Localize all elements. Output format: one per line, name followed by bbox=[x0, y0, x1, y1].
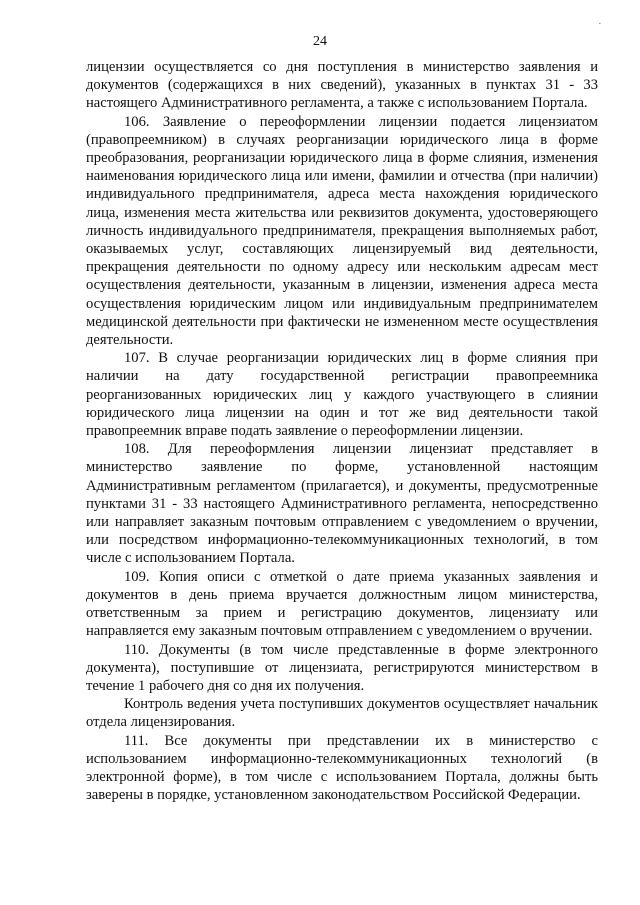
paragraph-108: 108. Для переоформления лицензии лицензиат представляет в министерство заявление по форме, установленной настоящим Административным регламентом (прилагается), и документы, предусмотренные пунктами 31 - 33 настоящего Административного регламента, непосредственно или направляет заказным почтовым отправлением с уведомлением о вручении, или посредством информационно-телекоммуникационных технологий, в том числе с использованием Портала. bbox=[86, 441, 598, 567]
paragraph-107: 107. В случае реорганизации юридических лиц в форме слияния при наличии на дату государственной регистрации правопреемника реорганизованных юридических лиц у каждого участвующего в слиянии юридического лица лицензии на один и тот же вид деятельности такой правопреемник вправе подать заявление о переоформлении лицензии. bbox=[86, 350, 598, 440]
corner-mark: · bbox=[598, 18, 602, 30]
page-number: 24 bbox=[313, 34, 327, 49]
paragraph-106: 106. Заявление о переоформлении лицензии подается лицензиатом (правопреемником) в случаях реорганизации юридического лица в форме преобразования, реорганизации юридического лица в форме слияния, изменения наименования юридического лица или имени, фамилии и отчества (при наличии) индивидуального предпринимателя, адреса места нахождения юридического лица, изменения места жительства или реквизитов документа, удостоверяющего личность индивидуального предпринимателя, прекращения выполняемых работ, оказываемых услуг, составляющих лицензируемый вид деятельности, прекращения деятельности по одному адресу или нескольким адресам мест осуществления деятельности, указанным в лицензии, изменения адреса места осуществления юридическим лицом или индивидуальным предпринимателем медицинской деятельности при фактически не измененном месте осуществления деятельности. bbox=[86, 113, 598, 349]
paragraph-111: 111. Все документы при представлении их в министерство с использованием информационно-телекоммуникационных технологий (в электронной форме), в том числе с использованием Портала, должны быть заверены в порядке, установленном законодательством Российской Федерации. bbox=[86, 732, 598, 804]
paragraph-109: 109. Копия описи с отметкой о дате приема указанных заявления и документов в день приема вручается должностным лицом министерства, ответственным за прием и регистрацию документов, лицензиату или направляется ему заказным почтовым отправлением с уведомлением о вручении. bbox=[86, 568, 598, 640]
document-body bbox=[86, 58, 598, 804]
paragraph-110: 110. Документы (в том числе представленные в форме электронного документа), поступившие от лицензиата, регистрируются министерством в течение 1 рабочего дня со дня их получения. bbox=[86, 641, 598, 694]
paragraph-continued: лицензии осуществляется со дня поступления в министерство заявления и документов (содержащихся в них сведений), указанных в пунктах 31 - 33 настоящего Административного регламента, а также с использованием Портала. bbox=[86, 59, 598, 112]
paragraph-control: Контроль ведения учета поступивших документов осуществляет начальник отдела лицензирования. bbox=[86, 696, 598, 731]
